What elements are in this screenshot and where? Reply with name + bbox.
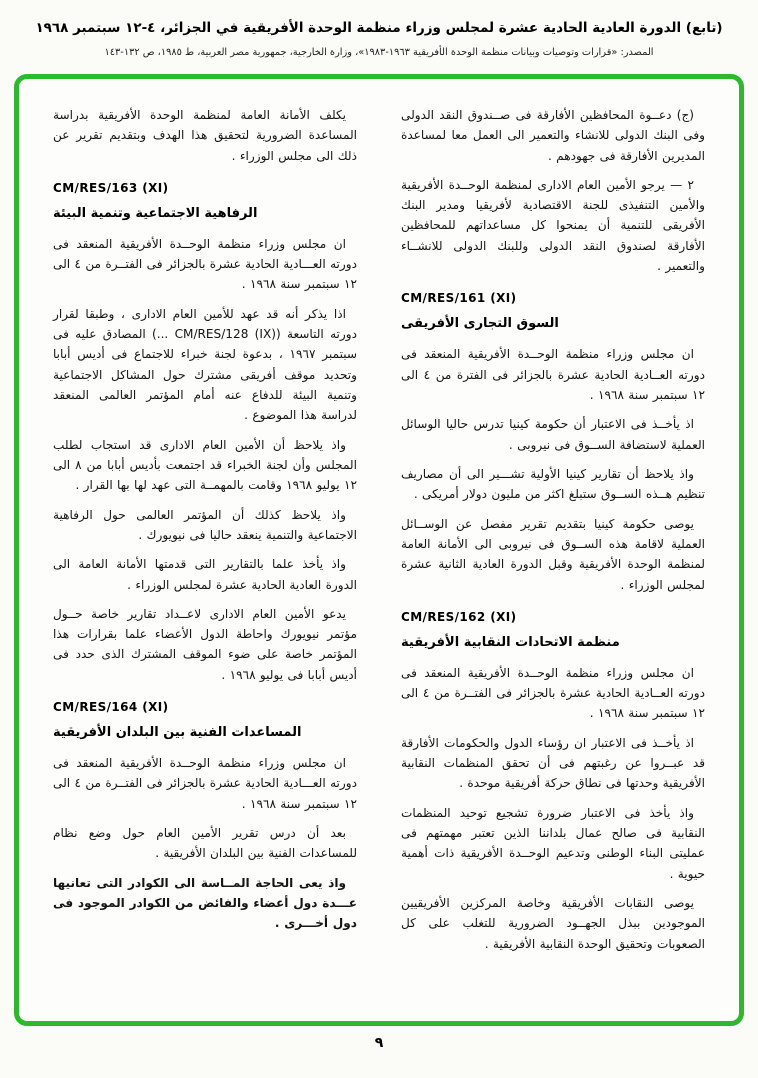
resolution-id: CM/RES/164 (XI) bbox=[53, 700, 169, 715]
paragraph: (ج) دعــوة المحافظين الأفارقة فى صــندوق النقد الدولى وفى البنك الدولى للانشاء والتعمير الى العمل معا لمساعدة المديرين الأفارقة فى جهودهم . bbox=[401, 107, 705, 163]
two-column-layout bbox=[53, 105, 705, 1001]
paragraph: واذ يأخذ فى الاعتبار ضرورة تشجيع توحيد المنظمات النقابية فى صالح عمال بلداننا الذين تعتبر مهمتهم فى عمليتى البناء الوطنى وتدعيم الوحــدة الأفريقية ذات أهمية حيوية . bbox=[401, 805, 705, 881]
paragraph: ان مجلس وزراء منظمة الوحــدة الأفريقية المنعقد فى دورته العــادية الحادية عشرة بالجزائر فى الفترة من ٤ الى ١٢ سبتمبر سنة ١٩٦٨ . bbox=[401, 347, 705, 403]
green-border-frame bbox=[14, 74, 744, 1026]
paragraph: اذ يأخــذ فى الاعتبار أن حكومة كينيا تدرس حاليا الوسائل العملية لاستضافة الســوق فى نيروبى . bbox=[401, 417, 705, 452]
resolution-id: CM/RES/162 (XI) bbox=[401, 609, 517, 624]
paragraph: ان مجلس وزراء منظمة الوحــدة الأفريقية المنعقد فى دورته العــادية الحادية عشرة بالجزائر فى الفتــرة من ٤ الى ١٢ سبتمبر سنة ١٩٦٨ . bbox=[401, 665, 705, 721]
paragraph: اذ يأخــذ فى الاعتبار ان رؤساء الدول والحكومات الأفارقة قد عبــروا عن رغبتهم فى أن تحقق المنظمات النقابية الأفريقية وحدتها فى نطاق حركة أفريقية موحدة . bbox=[401, 735, 705, 791]
column-left bbox=[53, 105, 357, 1001]
paragraph: اذا يذكر أنه قد عهد للأمين العام الادارى ، وطبقا لقرار دورته التاسعة (CM/RES/128 (IX) ...) المصادق عليه فى سبتمبر ١٩٦٧ ، بدعوة لجنة خبراء للاجتماع فى أديس أبابا وتحديد موقف أفريقى مشترك حول المشاكل الاجتماعية وتنمية البيئة للدفاع عنه أمام المؤتمر العالمى المنعقد لدراسة هذا الموضوع . bbox=[53, 306, 357, 423]
paragraph: واذ يلاحظ أن تقارير كينيا الأولية تشـــير الى أن مصاريف تنظيم هــذه الســوق ستبلغ اكثر من مليون دولار أمريكى . bbox=[401, 466, 705, 502]
page-number: ٩ bbox=[374, 1034, 384, 1051]
paragraph: واذ يلاحظ أن الأمين العام الادارى قد استجاب لطلب المجلس وأن لجنة الخبراء قد اجتمعت بأديس أبابا من ٨ الى ١٢ يوليو ١٩٦٨ وقامت بالمهمــة التى عهد لها بها القرار . bbox=[53, 437, 357, 493]
section-heading: الرفاهية الاجتماعية وتنمية البيئة bbox=[53, 205, 258, 221]
paragraph: يكلف الأمانة العامة لمنظمة الوحدة الأفريقية بدراسة المساعدة الضرورية لتحقيق هذا الهدف وبتقديم تقرير عن ذلك الى مجلس الوزراء . bbox=[53, 107, 357, 163]
column-right bbox=[401, 105, 705, 1001]
paragraph: واذ يأخذ علما بالتقارير التى قدمتها الأمانة العامة الى الدورة العادية الحادية عشرة لمجلس الوزراء . bbox=[53, 557, 357, 592]
paragraph: يوصى حكومة كينيا بتقديم تقرير مفصل عن الوســائل العملية لاقامة هذه الســوق فى نيروبى الى الأمانة العامة لمنظمة الوحدة الأفريقية وقبل الدورة العادية الثانية عشرة لمجلس الوزراء . bbox=[401, 516, 705, 592]
paragraph: يوصى النقابات الأفريقية وخاصة المركزين الأفريقيين الموجودين ببذل الجهــود الضرورية للتغلب على كل الصعوبات وتحقيق الوحدة النقابية الأفريقية . bbox=[401, 895, 705, 951]
paragraph: ان مجلس وزراء منظمة الوحــدة الأفريقية المنعقد فى دورته العـــادية الحادية عشرة بالجزائر فى الفتــرة من ٤ الى ١٢ سبتمبر سنة ١٩٦٨ . bbox=[53, 756, 357, 811]
paragraph: ان مجلس وزراء منظمة الوحــدة الأفريقية المنعقد فى دورته العـــادية الحادية عشرة بالجزائر فى الفتــرة من ٤ الى ١٢ سبتمبر سنة ١٩٦٨ . bbox=[53, 236, 357, 292]
paragraph: واذ يلاحظ كذلك أن المؤتمر العالمى حول الرفاهية الاجتماعية والتنمية ينعقد حاليا فى نيويورك . bbox=[53, 507, 357, 542]
section-heading: المساعدات الفنية بين البلدان الأفريقية bbox=[53, 725, 302, 741]
paragraph: بعد أن درس تقرير الأمين العام حول وضع نظام للمساعدات الفنية بين البلدان الأفريقية . bbox=[53, 826, 357, 861]
paragraph: ٢ — يرجو الأمين العام الادارى لمنظمة الوحــدة الأفريقية والأمين التنفيذى للجنة الاقتصادية لأفريقيا ومدير البنك الأفريقى للتنمية أن يمنحوا كل مساعداتهم للمحافظين الأفارقة لصندوق النقد الدولى وللبنك الدولى للانشــاء والتعمير . bbox=[401, 177, 705, 274]
section-heading: منظمة الاتحادات النقابية الأفريقية bbox=[401, 634, 620, 650]
resolution-id: CM/RES/161 (XI) bbox=[401, 291, 517, 306]
page-header-title: (تابع) الدورة العادية الحادية عشرة لمجلس وزراء منظمة الوحدة الأفريقية في الجزائر، ٤-١٢ سبتمبر ١٩٦٨ bbox=[35, 20, 723, 36]
page-header bbox=[0, 0, 758, 58]
resolution-id: CM/RES/163 (XI) bbox=[53, 180, 169, 195]
page-header-source: المصدر: «قرارات وتوصيات وبيانات منظمة الوحدة الأفريقية ١٩٦٣-١٩٨٣»، وزارة الخارجية، جمهورية مصر العربية، ط ١٩٨٥، ص ١٣٢-١٤٣ bbox=[104, 46, 654, 58]
paragraph: واذ يعى الحاجة المــاسة الى الكوادر التى تعانيها عـــدة دول أعضاء والفائض من الكوادر الموجود فى دول أخـــرى . bbox=[53, 875, 357, 931]
section-heading: السوق التجارى الأفريقى bbox=[401, 316, 559, 332]
paragraph: يدعو الأمين العام الادارى لاعــداد تقارير خاصة حــول مؤتمر نيويورك واحاطة الدول الأعضاء علما بقرارات هذا المؤتمر خاصة على ضوء الموقف المشترك الذى حدد فى أديس أبابا فى يوليو ١٩٦٨ . bbox=[53, 606, 357, 682]
